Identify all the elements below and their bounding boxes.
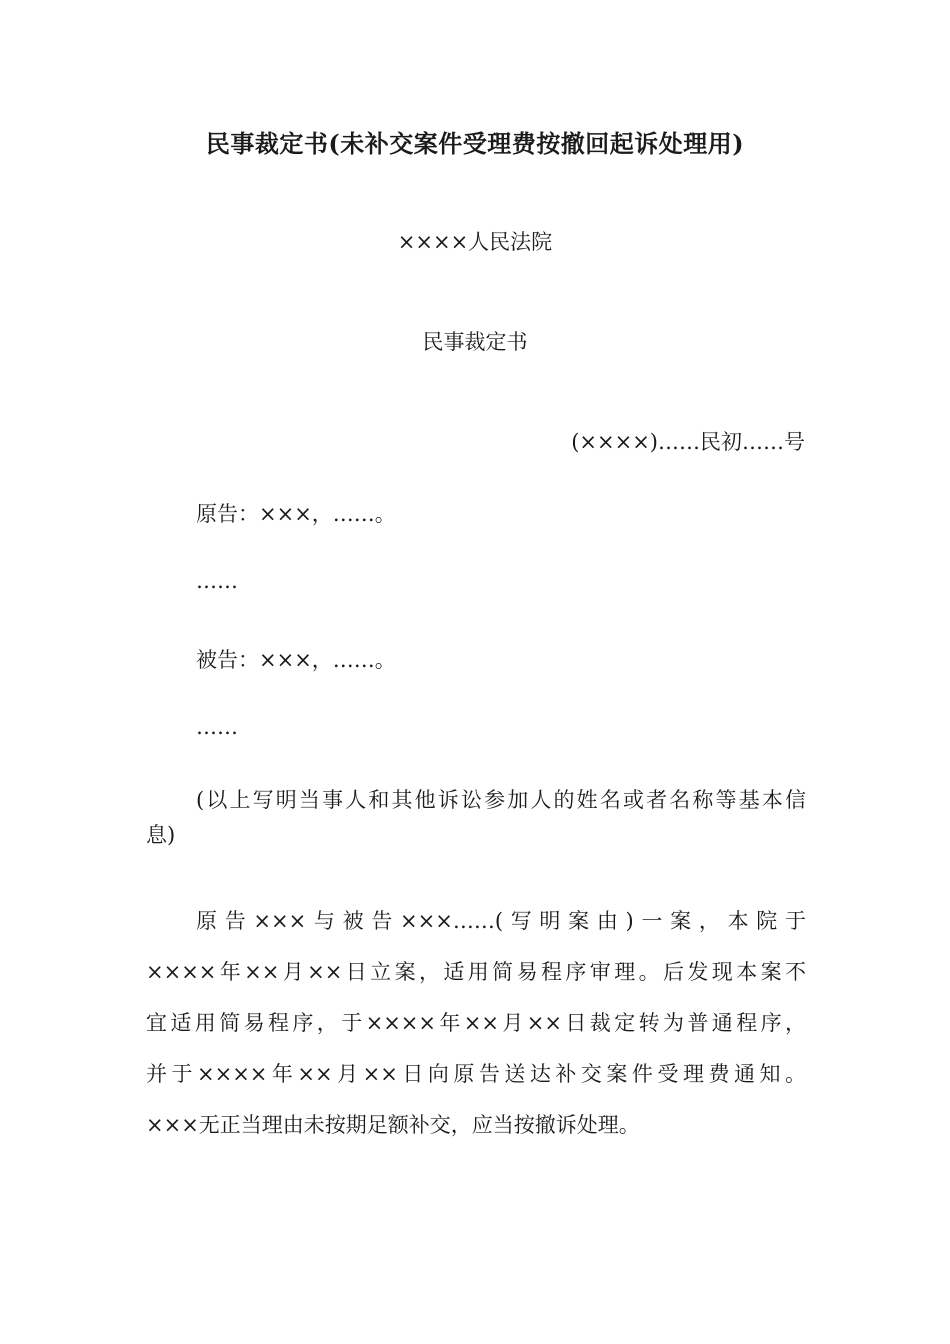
case-facts-line-4: 并于××××年××月××日向原告送达补交案件受理费通知。 [146, 1062, 806, 1086]
document-title: 民事裁定书(未补交案件受理费按撤回起诉处理用) [205, 129, 745, 158]
plaintiff-line: 原告：×××，……。 [196, 502, 396, 526]
defendant-continuation: …… [196, 715, 238, 739]
case-facts-line-3: 宜适用简易程序，于××××年××月××日裁定转为普通程序， [146, 1011, 806, 1035]
party-info-note [146, 775, 806, 861]
case-facts-line-5: ×××无正当理由未按期足额补交，应当按撤诉处理。 [146, 1113, 640, 1137]
party-info-note-line-2: 息) [146, 823, 176, 847]
case-facts-line-2: ××××年××月××日立案，适用简易程序审理。后发现本案不 [146, 960, 806, 984]
case-number: (××××)……民初……号 [571, 430, 805, 454]
party-info-note-line-1: (以上写明当事人和其他诉讼参加人的姓名或者名称等基本信 [196, 788, 806, 812]
case-facts-paragraph [146, 896, 806, 1151]
document-type-heading: 民事裁定书 [422, 330, 528, 354]
plaintiff-continuation: …… [196, 569, 238, 593]
defendant-line: 被告：×××，……。 [196, 648, 396, 672]
court-name: ××××人民法院 [397, 230, 553, 254]
case-facts-line-1: 原告×××与被告×××……(写明案由)一案，本院于 [196, 909, 806, 933]
